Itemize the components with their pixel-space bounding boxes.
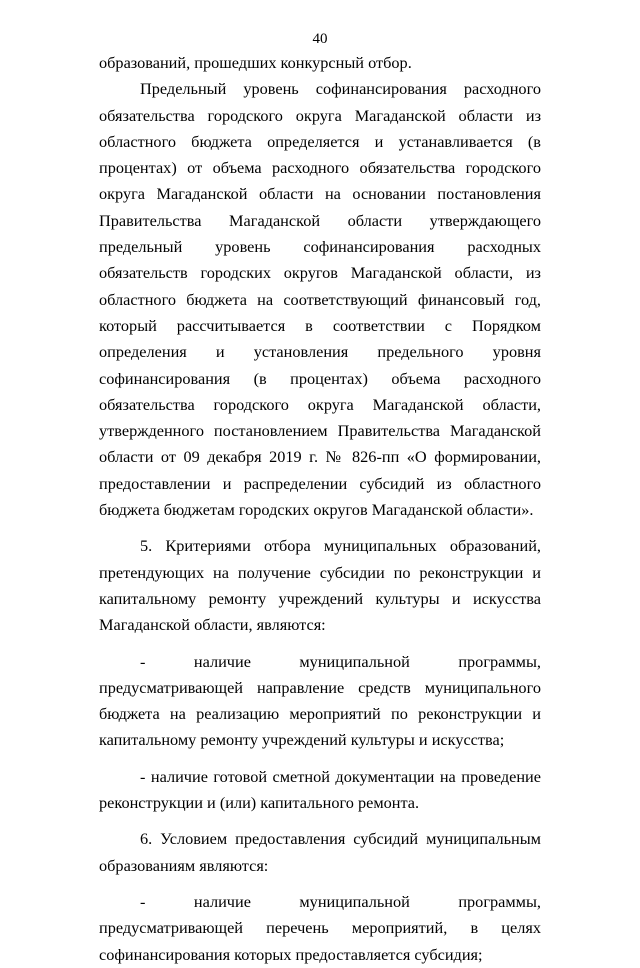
paragraph-cofinancing-level: Предельный уровень софинансирования расходного обязательства городского округа Магаданской области из областного бюджета определяется и устанавливается (в процентах) от объема расходного обязательства городского округа Магаданской области на основании постановления Правительства Магаданской области утверждающего предельный уровень софинансирования расходных обязательств городских округов Магаданской области, из областного бюджета на соответствующий финансовый год, который рассчитывается в соответствии с Порядком определения и установления предельного уровня софинансирования (в процентах) объема расходного обязательства городского округа Магаданской области, утвержденного постановлением Правительства Магаданской области от 09 декабря 2019 г. № 826-пп «О формировании, предоставлении и распределении субсидий из областного бюджета бюджетам городских округов Магаданской области».: [99, 79, 541, 520]
list-item-estimate-documentation: - наличие готовой сметной документации на проведение реконструкции и (или) капитального ремонта.: [99, 766, 541, 813]
paragraph-provision-condition: 6. Условием предоставления субсидий муниципальным образованиям являются:: [99, 829, 541, 875]
paragraph-selection-criteria: 5. Критериями отбора муниципальных образований, претендующих на получение субсидии по реконструкции и капитальному ремонту учреждений культуры и искусства Магаданской области, являются:: [99, 536, 541, 635]
paragraph-continuation: образований, прошедших конкурсный отбор.: [99, 53, 412, 72]
list-item-municipal-program: - наличие муниципальной программы, предусматривающей направление средств муниципального бюджета на реализацию мероприятий по реконструкции и капитальному ремонту учреждений культуры и искусства;: [99, 651, 541, 750]
list-item-program-events: - наличие муниципальной программы, предусматривающей перечень мероприятий, в целях софинансирования которых предоставляется субсидия;: [99, 891, 541, 964]
document-body: [99, 50, 541, 968]
page-number: 40: [312, 31, 328, 47]
